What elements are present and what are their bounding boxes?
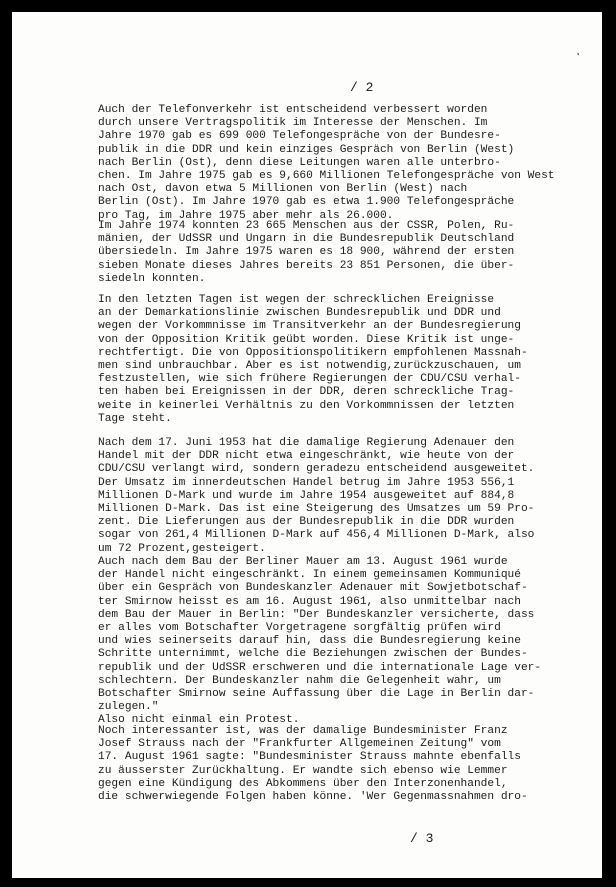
text-line: Also nicht einmal ein Protest. bbox=[98, 714, 300, 727]
text-line: weite in keinerlei Verhältnis zu den Vorkommnissen der letzten bbox=[98, 399, 515, 412]
text-line: pro Tag, im Jahre 1975 aber mehr als 26.000. bbox=[98, 209, 394, 222]
text-line: sieben Monate dieses Jahres bereits 23 851 Personen, die über- bbox=[98, 259, 515, 272]
document-page bbox=[12, 12, 602, 878]
text-line: 17. August 1961 sagte: "Bundesminister Strauss mahnte ebenfalls bbox=[98, 751, 521, 764]
text-line: rechtfertigt. Die von Oppositionspolitikern empfohlenen Massnah- bbox=[98, 346, 528, 359]
text-line: die schwerwiegende Folgen haben könne. 'Wer Gegenmassnahmen dro- bbox=[98, 791, 528, 804]
paragraph-strauss bbox=[98, 725, 568, 804]
text-line: ten haben bei Ereignissen in der DDR, deren schreckliche Trag- bbox=[98, 386, 515, 399]
text-line: Der Umsatz im innerdeutschen Handel betrug im Jahre 1953 556,1 bbox=[98, 476, 515, 489]
text-line: Millionen D-Mark und wurde im Jahre 1954 ausgeweitet auf 884,8 bbox=[98, 489, 515, 502]
text-line: Noch interessanter ist, was der damalige Bundesminister Franz bbox=[98, 725, 508, 737]
text-line: Botschafter Smirnow seine Auffassung über die Lage in Berlin dar- bbox=[98, 688, 535, 701]
text-line: festzustellen, wie sich frühere Regierungen der CDU/CSU verhal- bbox=[98, 373, 521, 386]
text-line: ter Smirnow heisst es am 16. August 1961, also unmittelbar nach bbox=[98, 595, 521, 608]
text-line: Auch nach dem Bau der Berliner Mauer am 13. August 1961 wurde bbox=[98, 556, 508, 568]
scan-speck: ˺ bbox=[575, 54, 582, 65]
page-number-top: / 2 bbox=[350, 80, 374, 95]
text-line: Auch der Telefonverkehr ist entscheidend verbessert worden bbox=[98, 104, 488, 116]
text-line: nach Ost, davon etwa 5 Millionen von Berlin (West) nach bbox=[98, 183, 468, 196]
text-line: und wies seinerseits darauf hin, dass die Bundesregierung keine bbox=[98, 635, 521, 648]
text-line: von der Opposition Kritik geübt worden. Diese Kritik ist unge- bbox=[98, 333, 515, 346]
text-line: CDU/CSU verlangt wird, sondern geradezu entscheidend ausgeweitet. bbox=[98, 463, 535, 476]
paragraph-kritik bbox=[98, 294, 568, 426]
text-line: Josef Strauss nach der "Frankfurter Allgemeinen Zeitung" vom bbox=[98, 738, 501, 751]
text-line: sogar von 261,4 Millionen D-Mark auf 456,4 Millionen D-Mark, also bbox=[98, 529, 535, 542]
text-line: dem Bau der Mauer in Berlin: "Der Bundeskanzler versicherte, dass bbox=[98, 608, 535, 621]
text-line: republik und der UdSSR erschweren und die internationale Lage ver- bbox=[98, 661, 542, 674]
text-line: Schritte unternimmt, welche die Beziehungen zwischen der Bundes- bbox=[98, 648, 528, 661]
text-line: er alles vom Botschafter Vorgetragene sorgfältig prüfen wird bbox=[98, 622, 501, 635]
text-line: Millionen D-Mark. Das ist eine Steigerung des Umsatzes um 59 Pro- bbox=[98, 503, 535, 516]
text-line: gegen eine Kündigung des Abkommens über den Interzonenhandel, bbox=[98, 777, 508, 790]
text-line: Berlin (Ost). Im Jahre 1970 gab es etwa 1.900 Telefongespräche bbox=[98, 196, 515, 209]
paragraph-berliner-mauer bbox=[98, 556, 568, 728]
text-line: zent. Die Lieferungen aus der Bundesrepublik in die DDR wurden bbox=[98, 516, 515, 529]
text-line: durch unsere Vertragspolitik im Interesse der Menschen. Im bbox=[98, 117, 488, 130]
paragraph-telefonverkehr bbox=[98, 104, 568, 223]
paragraph-handel-1953 bbox=[98, 437, 568, 556]
text-line: übersiedeln. Im Jahre 1975 waren es 18 900, während der ersten bbox=[98, 246, 515, 259]
text-line: zu äusserster Zurückhaltung. Er wandte sich ebenso wie Lemmer bbox=[98, 764, 508, 777]
text-line: Nach dem 17. Juni 1953 hat die damalige Regierung Adenauer den bbox=[98, 437, 515, 449]
paragraph-uebersiedlung bbox=[98, 220, 568, 286]
text-line: wegen der Vorkommnisse im Transitverkehr an der Bundesregierung bbox=[98, 320, 521, 333]
text-line: an der Demarkationslinie zwischen Bundesrepublik und DDR und bbox=[98, 307, 501, 320]
text-line: siedeln konnten. bbox=[98, 272, 206, 285]
text-line: der Handel nicht eingeschränkt. In einem gemeinsamen Kommuniqué bbox=[98, 569, 521, 582]
text-line: Tage steht. bbox=[98, 412, 172, 425]
text-line: um 72 Prozent,gesteigert. bbox=[98, 542, 266, 555]
text-line: Handel mit der DDR nicht etwa eingeschränkt, wie heute von der bbox=[98, 450, 515, 463]
text-line: publik in die DDR und kein einziges Gespräch von Berlin (West) bbox=[98, 143, 515, 156]
text-line: In den letzten Tagen ist wegen der schrecklichen Ereignisse bbox=[98, 294, 495, 306]
text-line: Jahre 1970 gab es 699 000 Telefongespräche von der Bundesre- bbox=[98, 130, 501, 143]
text-line: schlechtern. Der Bundeskanzler nahm die Gelegenheit wahr, um bbox=[98, 674, 501, 687]
text-line: chen. Im Jahre 1975 gab es 9,660 Millionen Telefongespräche von West bbox=[98, 170, 555, 183]
text-line: über ein Gespräch von Bundeskanzler Adenauer mit Sowjetbotschaf- bbox=[98, 582, 528, 595]
text-line: mänien, der UdSSR und Ungarn in die Bundesrepublik Deutschland bbox=[98, 233, 515, 246]
text-line: Im Jahre 1974 konnten 23 665 Menschen aus der CSSR, Polen, Ru- bbox=[98, 220, 515, 232]
text-line: nach Berlin (Ost), denn diese Leitungen waren alle unterbro- bbox=[98, 156, 501, 169]
page-number-bottom: / 3 bbox=[410, 831, 434, 846]
text-line: men sind unbrauchbar. Aber es ist notwendig,zurückzuschauen, um bbox=[98, 360, 521, 373]
text-line: zulegen." bbox=[98, 701, 159, 714]
